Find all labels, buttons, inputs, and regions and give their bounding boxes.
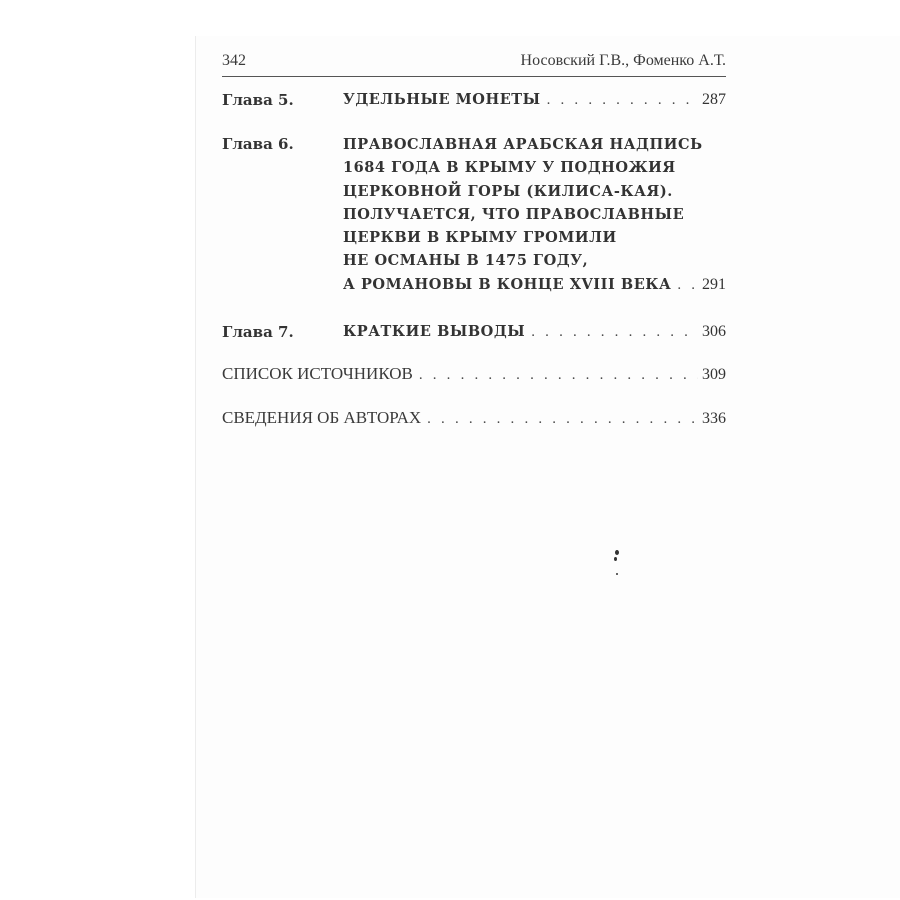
chapter-title (343, 320, 726, 343)
toc-entry-title: СВЕДЕНИЯ ОБ АВТОРАХ (222, 408, 422, 427)
running-head-authors: Носовский Г.В., Фоменко А.Т. (520, 52, 726, 69)
page-reference: 287 (702, 91, 726, 108)
chapter-title-line: НЕ ОСМАНЫ В 1475 ГОДУ, (343, 252, 589, 270)
chapter-title-line: КРАТКИЕ ВЫВОДЫ (343, 323, 526, 340)
chapter-title-line: УДЕЛЬНЫЕ МОНЕТЫ (343, 91, 541, 108)
title-leader-line (343, 273, 726, 296)
dot-leader (419, 363, 698, 387)
dot-leader (677, 274, 698, 297)
chapter-title-line: А РОМАНОВЫ В КОНЦЕ XVIII ВЕКА (343, 275, 672, 293)
header-rule (222, 76, 726, 77)
title-leader-line (343, 88, 726, 111)
chapter-title-line: ЦЕРКВИ В КРЫМУ ГРОМИЛИ (343, 229, 617, 247)
page-reference: 306 (702, 323, 726, 340)
toc-entry-sources[interactable] (222, 362, 726, 386)
page-reference: 309 (702, 366, 726, 383)
chapter-label: Глава 7. (222, 323, 294, 341)
toc-entry-title: СПИСОК ИСТОЧНИКОВ (222, 364, 413, 383)
dot-leader (531, 321, 698, 344)
chapter-title-line: ПРАВОСЛАВНАЯ АРАБСКАЯ НАДПИСЬ (343, 136, 703, 153)
chapter-title (343, 133, 726, 296)
toc-entry-about-authors[interactable] (222, 406, 726, 430)
page-number: 342 (222, 52, 246, 69)
chapter-label: Глава 5. (222, 91, 294, 109)
running-head (222, 52, 726, 78)
chapter-label: Глава 6. (222, 135, 294, 153)
page-reference: 291 (702, 275, 726, 293)
ink-speck (612, 550, 622, 582)
dot-leader (427, 407, 698, 431)
chapter-title-line: ЦЕРКОВНОЙ ГОРЫ (КИЛИСА-КАЯ). (343, 182, 673, 200)
toc-entry-chapter-5[interactable] (222, 88, 726, 112)
title-leader-line (343, 320, 726, 343)
chapter-title-line: 1684 ГОДА В КРЫМУ У ПОДНОЖИЯ (343, 159, 676, 177)
page-reference: 336 (702, 410, 726, 427)
chapter-title-line: ПОЛУЧАЕТСЯ, ЧТО ПРАВОСЛАВНЫЕ (343, 205, 685, 223)
toc-entry-chapter-6[interactable] (222, 133, 726, 297)
chapter-title (343, 88, 726, 111)
toc-entry-chapter-7[interactable] (222, 320, 726, 344)
dot-leader (547, 89, 698, 112)
